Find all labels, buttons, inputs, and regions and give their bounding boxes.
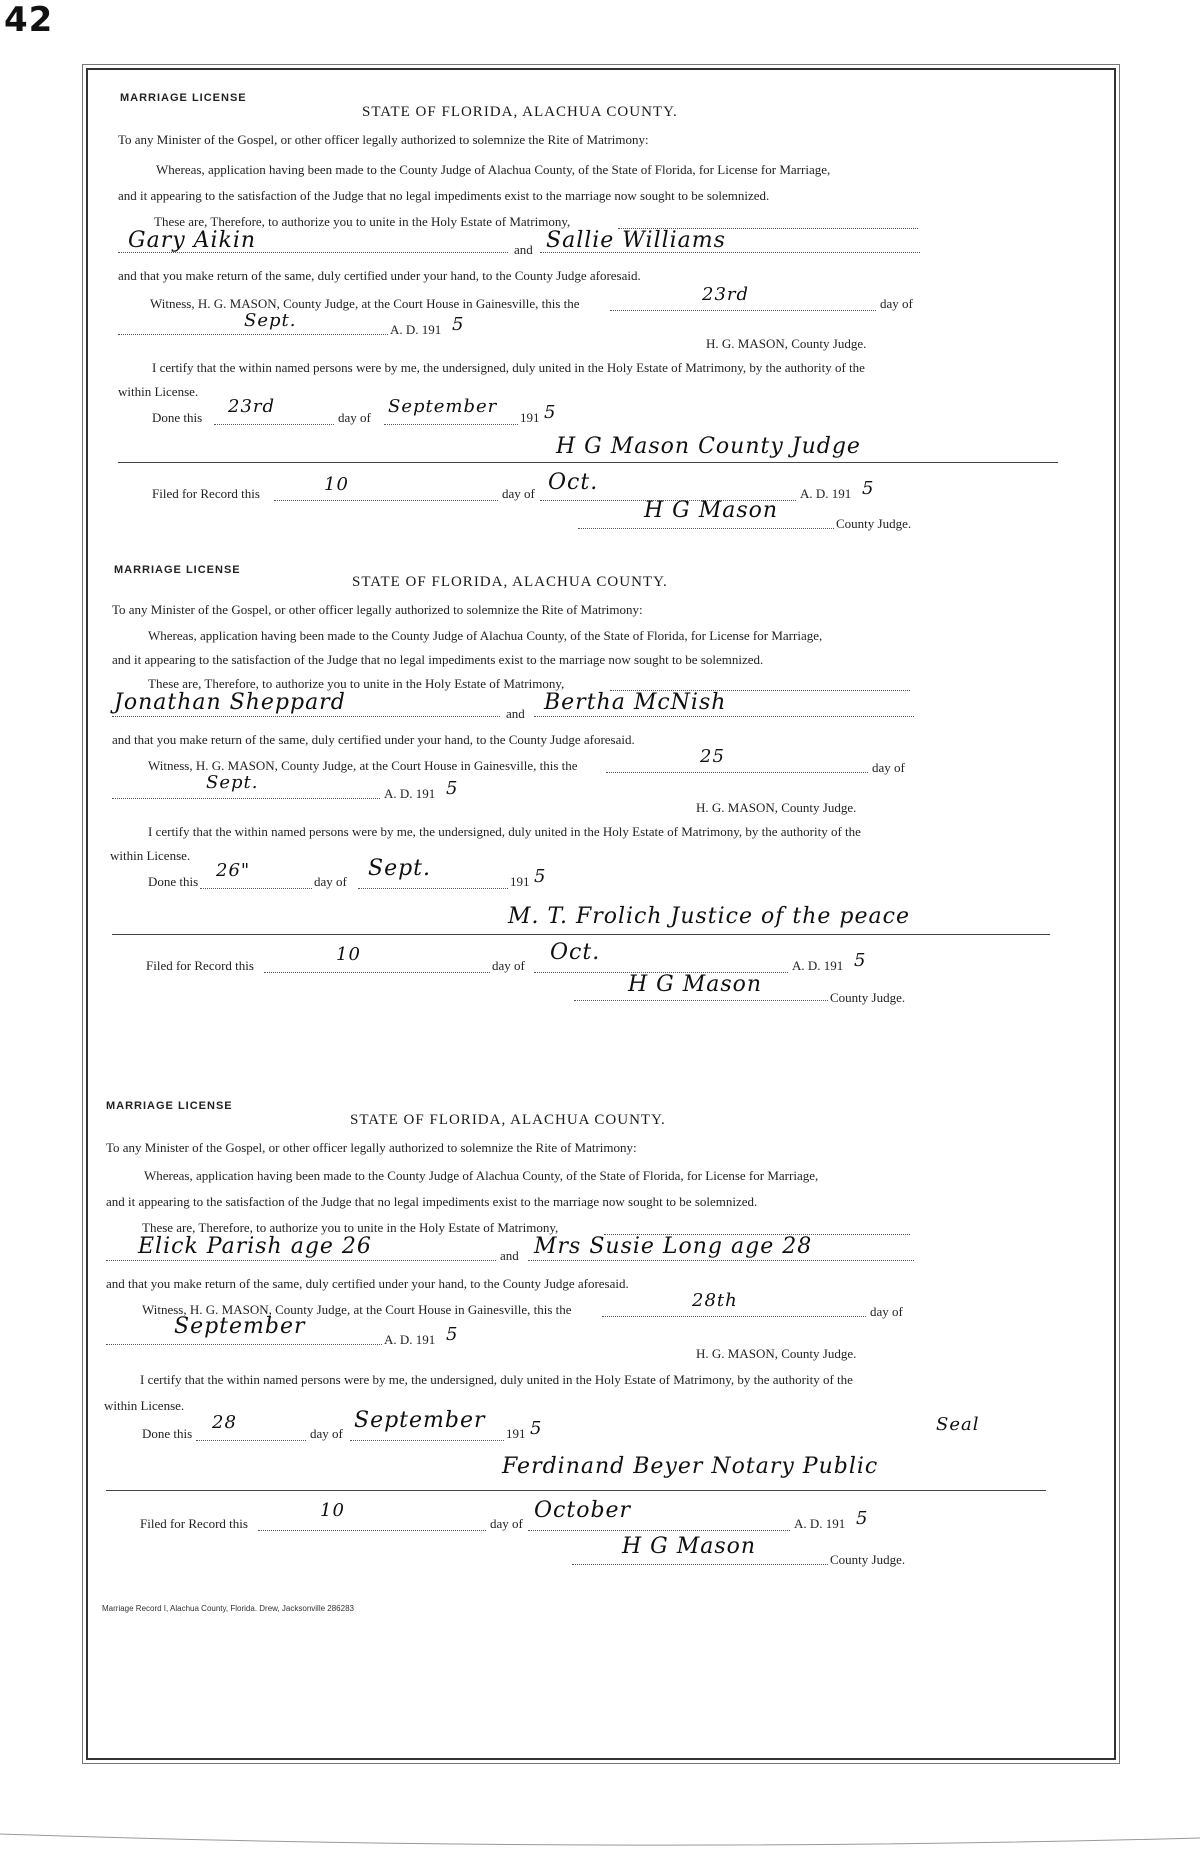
fill-line [534, 716, 914, 717]
done-this-label: Done this [152, 410, 203, 425]
judge-signature: H G Mason [644, 498, 779, 523]
filed-ad-label: A. D. 191 [792, 958, 844, 973]
groom-name: Gary Aikin [128, 228, 257, 253]
filed-day-of-label: day of [492, 958, 525, 973]
certify-line: I certify that the within named persons were by me, the undersigned, duly united in the Holy Estate of Matrimony, by the authority of the [148, 824, 861, 839]
county-judge-label: County Judge. [830, 1552, 906, 1567]
filed-year: 5 [856, 1508, 869, 1529]
county-judge-label: County Judge. [830, 990, 906, 1005]
filed-day: 10 [320, 1500, 345, 1521]
filed-month: Oct. [548, 470, 599, 495]
filed-month: Oct. [550, 940, 601, 965]
state-title: STATE OF FLORIDA, ALACHUA COUNTY. [362, 104, 678, 120]
certify-line: I certify that the within named persons were by me, the undersigned, duly united in the Holy Estate of Matrimony, by the authority of the [140, 1372, 853, 1387]
signature-rule [118, 462, 1058, 463]
fill-line [214, 424, 334, 425]
filed-day-of-label: day of [490, 1516, 523, 1531]
bride-name: Mrs Susie Long age 28 [534, 1234, 813, 1259]
done-year: 5 [544, 402, 557, 423]
groom-name: Elick Parish age 26 [138, 1234, 372, 1259]
these-are-line: These are, Therefore, to authorize you to unite in the Holy Estate of Matrimony, [142, 1220, 559, 1235]
license-day: 25 [700, 746, 725, 767]
and-label: and [506, 706, 525, 721]
address-line: To any Minister of the Gospel, or other officer legally authorized to solemnize the Rite of Matrimony: [112, 602, 643, 617]
filed-ad-label: A. D. 191 [800, 486, 852, 501]
seal-mark: Seal [936, 1414, 980, 1435]
ad-label: A. D. 191 [384, 786, 436, 801]
fill-line [274, 500, 498, 501]
day-of-label: day of [870, 1304, 903, 1319]
filed-ad-label: A. D. 191 [794, 1516, 846, 1531]
done-year-prefix: 191 [510, 874, 530, 889]
filed-year: 5 [854, 950, 867, 971]
done-month: Sept. [368, 856, 432, 881]
license-1 [88, 70, 1114, 630]
return-line: and that you make return of the same, duly certified under your hand, to the County Judge aforesaid. [106, 1276, 629, 1291]
address-line: To any Minister of the Gospel, or other officer legally authorized to solemnize the Rite of Matrimony: [118, 132, 649, 147]
state-title: STATE OF FLORIDA, ALACHUA COUNTY. [350, 1112, 666, 1128]
filed-day: 10 [336, 944, 361, 965]
whereas-line: Whereas, application having been made to the County Judge of Alachua County, of the State of Florida, for License for Marriage, [148, 628, 823, 643]
filed-label: Filed for Record this [140, 1516, 248, 1531]
ad-label: A. D. 191 [390, 322, 442, 337]
judge-title: H. G. MASON, County Judge. [696, 1346, 857, 1361]
within-line: within License. [118, 384, 199, 399]
fill-line [528, 1260, 914, 1261]
license-label: MARRIAGE LICENSE [106, 1100, 233, 1112]
witness-line: Witness, H. G. MASON, County Judge, at the Court House in Gainesville, this the [142, 1302, 572, 1317]
license-2 [88, 550, 1114, 1040]
within-line: within License. [104, 1398, 185, 1413]
fill-line [106, 1260, 496, 1261]
filed-month: October [534, 1498, 632, 1523]
fill-line [384, 424, 518, 425]
fill-line [572, 1564, 828, 1565]
page-number: 42 [4, 0, 54, 40]
witness-line: Witness, H. G. MASON, County Judge, at the Court House in Gainesville, this the [148, 758, 578, 773]
fill-line [574, 1000, 828, 1001]
done-this-label: Done this [148, 874, 199, 889]
appearing-line: and it appearing to the satisfaction of the Judge that no legal impediments exist to the marriage now sought to be solemnized. [106, 1194, 758, 1209]
filed-day: 10 [324, 474, 349, 495]
fill-line [118, 252, 508, 253]
done-year: 5 [530, 1418, 543, 1439]
judge-title: H. G. MASON, County Judge. [706, 336, 867, 351]
fill-line [112, 798, 380, 799]
ad-label: A. D. 191 [384, 1332, 436, 1347]
fill-line [528, 1530, 790, 1531]
license-year: 5 [446, 1324, 459, 1345]
fill-line [196, 1440, 306, 1441]
license-year: 5 [452, 314, 465, 335]
fill-line [200, 888, 312, 889]
fill-line [602, 1316, 866, 1317]
bride-name: Bertha McNish [544, 690, 727, 715]
address-line: To any Minister of the Gospel, or other officer legally authorized to solemnize the Rite of Matrimony: [106, 1140, 637, 1155]
license-day: 28th [692, 1290, 738, 1311]
page-edge-curve [0, 1820, 1200, 1856]
fill-line [606, 772, 868, 773]
witness-line: Witness, H. G. MASON, County Judge, at the Court House in Gainesville, this the [150, 296, 580, 311]
done-month: September [354, 1408, 486, 1433]
whereas-line: Whereas, application having been made to the County Judge of Alachua County, of the State of Florida, for License for Marriage, [156, 162, 831, 177]
day-of-label: day of [872, 760, 905, 775]
done-day: 23rd [228, 396, 276, 417]
done-day-of-label: day of [310, 1426, 343, 1441]
these-are-line: These are, Therefore, to authorize you to unite in the Holy Estate of Matrimony, [154, 214, 571, 229]
day-of-label: day of [880, 296, 913, 311]
signature-rule [112, 934, 1050, 935]
footer-note: Marriage Record I, Alachua County, Florida. Drew, Jacksonville 286283 [102, 1604, 354, 1613]
fill-line [578, 528, 834, 529]
done-day-of-label: day of [338, 410, 371, 425]
license-label: MARRIAGE LICENSE [114, 564, 241, 576]
within-line: within License. [110, 848, 191, 863]
fill-line [358, 888, 508, 889]
fill-line [106, 1344, 382, 1345]
judge-signature: H G Mason [622, 1534, 757, 1559]
officiant-signature: Ferdinand Beyer Notary Public [502, 1454, 879, 1479]
done-year: 5 [534, 866, 547, 887]
license-3 [88, 1100, 1114, 1740]
license-year: 5 [446, 778, 459, 799]
these-are-line: These are, Therefore, to authorize you to unite in the Holy Estate of Matrimony, [148, 676, 565, 691]
done-day: 26" [216, 860, 251, 881]
done-day: 28 [212, 1412, 237, 1433]
bride-name: Sallie Williams [546, 228, 726, 253]
state-title: STATE OF FLORIDA, ALACHUA COUNTY. [352, 574, 668, 590]
return-line: and that you make return of the same, duly certified under your hand, to the County Judge aforesaid. [112, 732, 635, 747]
fill-line [112, 716, 500, 717]
appearing-line: and it appearing to the satisfaction of the Judge that no legal impediments exist to the marriage now sought to be solemnized. [118, 188, 770, 203]
fill-line [610, 310, 876, 311]
done-year-prefix: 191 [506, 1426, 526, 1441]
done-year-prefix: 191 [520, 410, 540, 425]
fill-line [540, 252, 920, 253]
filed-label: Filed for Record this [152, 486, 260, 501]
judge-title: H. G. MASON, County Judge. [696, 800, 857, 815]
officiant-signature: H G Mason County Judge [556, 434, 861, 459]
done-day-of-label: day of [314, 874, 347, 889]
signature-rule [106, 1490, 1046, 1491]
license-day: 23rd [702, 284, 750, 305]
fill-line [118, 334, 388, 335]
done-this-label: Done this [142, 1426, 193, 1441]
filed-label: Filed for Record this [146, 958, 254, 973]
county-judge-label: County Judge. [836, 516, 912, 531]
license-month: Sept. [244, 310, 297, 331]
done-month: September [388, 396, 498, 417]
license-label: MARRIAGE LICENSE [120, 92, 247, 104]
license-month: September [174, 1314, 306, 1339]
filed-day-of-label: day of [502, 486, 535, 501]
officiant-signature: M. T. Frolich Justice of the peace [508, 904, 910, 929]
judge-signature: H G Mason [628, 972, 763, 997]
filed-year: 5 [862, 478, 875, 499]
fill-line [350, 1440, 504, 1441]
and-label: and [514, 242, 533, 257]
fill-line [264, 972, 490, 973]
and-label: and [500, 1248, 519, 1263]
appearing-line: and it appearing to the satisfaction of the Judge that no legal impediments exist to the marriage now sought to be solemnized. [112, 652, 764, 667]
certify-line: I certify that the within named persons were by me, the undersigned, duly united in the Holy Estate of Matrimony, by the authority of the [152, 360, 865, 375]
license-month: Sept. [206, 772, 259, 793]
return-line: and that you make return of the same, duly certified under your hand, to the County Judge aforesaid. [118, 268, 641, 283]
groom-name: Jonathan Sheppard [114, 690, 346, 715]
whereas-line: Whereas, application having been made to the County Judge of Alachua County, of the State of Florida, for License for Marriage, [144, 1168, 819, 1183]
record-sheet [86, 68, 1116, 1760]
fill-line [258, 1530, 486, 1531]
